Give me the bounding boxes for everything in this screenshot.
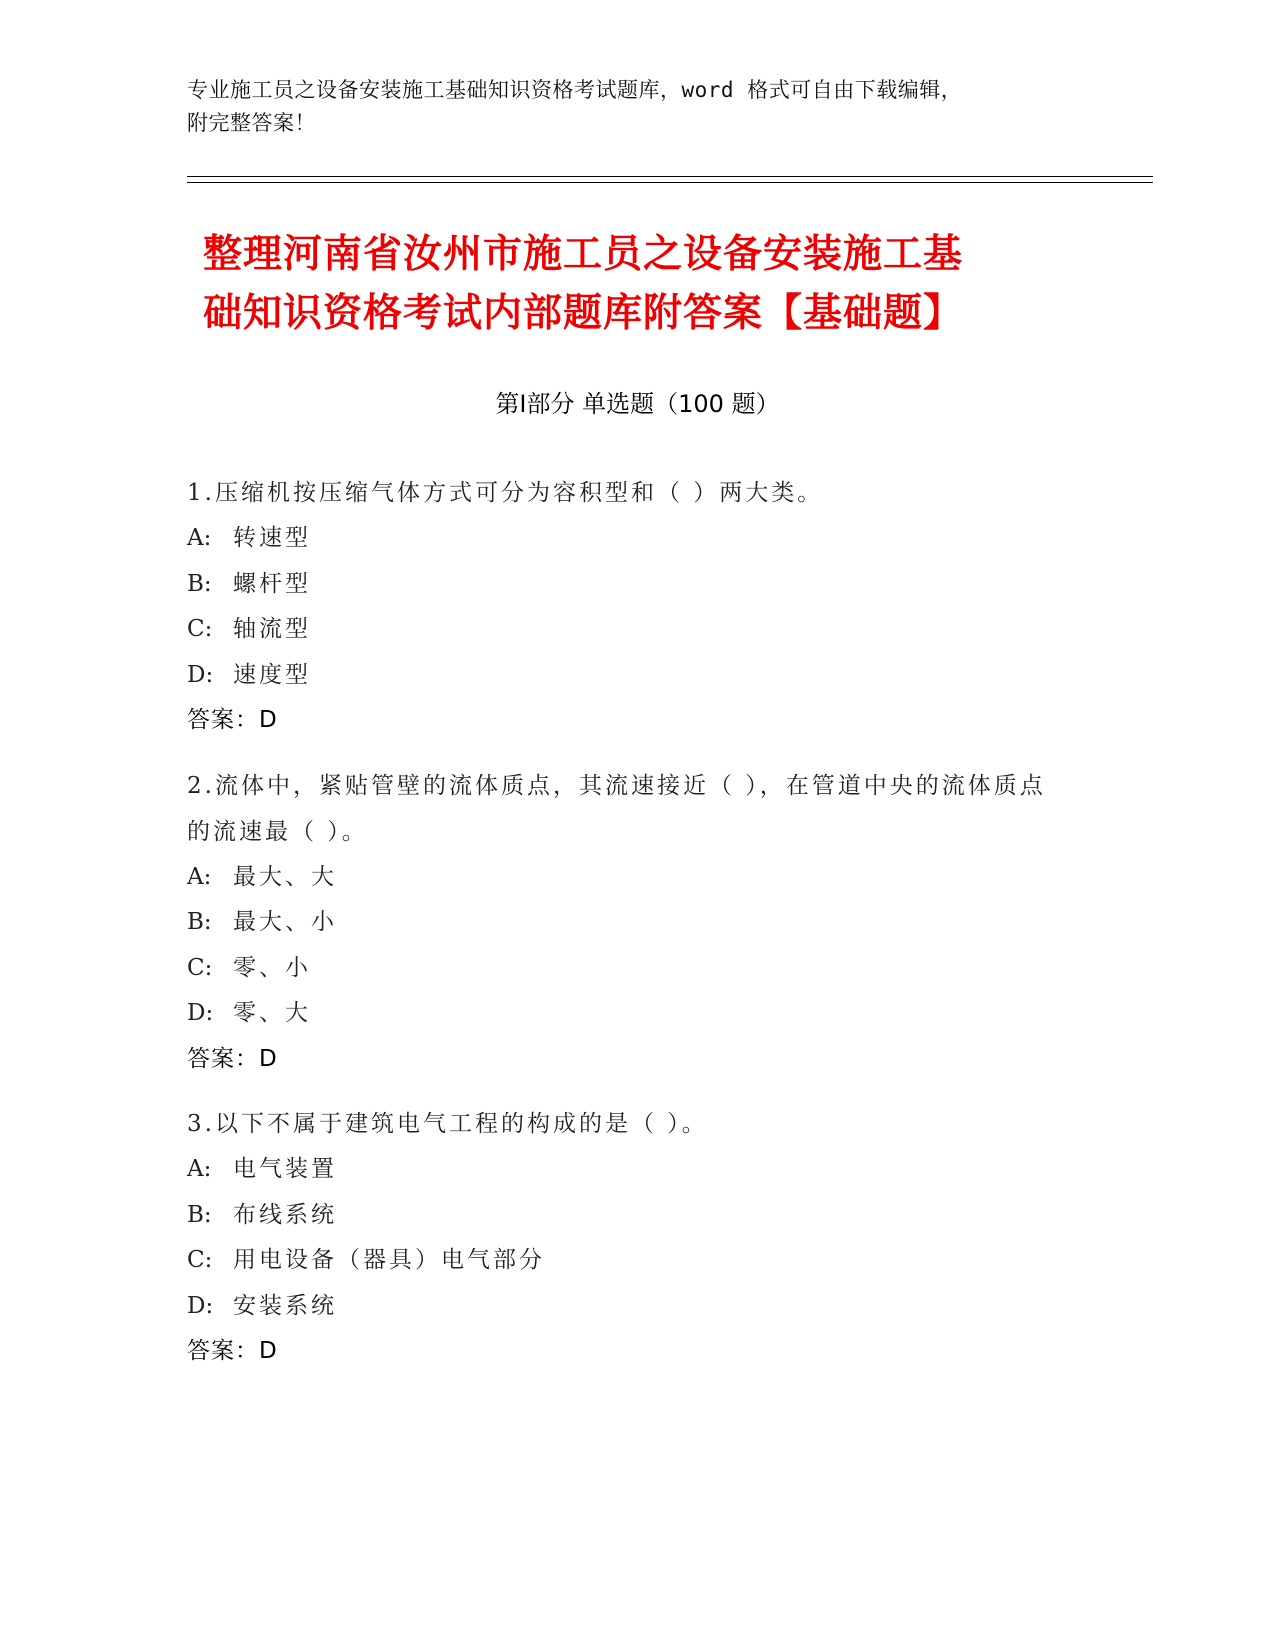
option-letter: D: xyxy=(187,1000,214,1026)
option-text: 转速型 xyxy=(233,525,311,551)
answer xyxy=(187,698,1087,744)
option-letter: A: xyxy=(187,863,212,890)
option-letter: B: xyxy=(187,570,212,597)
option-d xyxy=(187,653,1087,699)
answer xyxy=(187,1329,1087,1375)
header-note-line-2: 附完整答案！ xyxy=(187,111,316,135)
option-letter: A: xyxy=(187,525,212,551)
answer xyxy=(187,1037,1087,1083)
option-letter: D: xyxy=(187,661,214,688)
option-letter: C: xyxy=(187,616,213,642)
header-divider-bottom xyxy=(187,182,1153,183)
option-b xyxy=(187,1193,1087,1239)
option-d xyxy=(187,1284,1087,1330)
option-text: 螺杆型 xyxy=(233,570,311,597)
option-letter: C: xyxy=(187,1247,213,1273)
question-list xyxy=(187,475,1087,1399)
option-text: 零、小 xyxy=(233,954,311,981)
option-text: 安装系统 xyxy=(233,1292,337,1319)
option-text: 零、大 xyxy=(233,1000,311,1026)
header-note xyxy=(187,74,1087,140)
option-d xyxy=(187,991,1087,1037)
option-text: 布线系统 xyxy=(233,1201,337,1228)
answer-label: 答案： xyxy=(187,1338,259,1364)
question-text: 3.以下不属于建筑电气工程的构成的是（ ）。 xyxy=(187,1111,708,1137)
option-a xyxy=(187,1147,1087,1193)
option-text: 速度型 xyxy=(233,661,311,688)
answer-value: D xyxy=(259,707,277,733)
document-title-line-1: 整理河南省汝州市施工员之设备安装施工基 xyxy=(203,232,964,277)
document-title xyxy=(203,225,1103,343)
option-letter: B: xyxy=(187,1201,212,1228)
header-note-line-1: 专业施工员之设备安装施工基础知识资格考试题库，word 格式可自由下载编辑， xyxy=(187,78,963,102)
question-3 xyxy=(187,1101,1087,1375)
question-text: 2.流体中，紧贴管壁的流体质点，其流速接近（ ），在管道中央的流体质点的流速最（ ）。 xyxy=(187,772,1046,845)
question-2 xyxy=(187,763,1087,1083)
option-c xyxy=(187,607,1087,653)
section-heading: 第Ⅰ部分 单选题（100 题） xyxy=(495,390,780,418)
option-text: 最大、小 xyxy=(233,909,337,935)
question-1 xyxy=(187,470,1087,744)
option-c xyxy=(187,1238,1087,1284)
option-letter: D: xyxy=(187,1292,214,1319)
answer-value: D xyxy=(259,1045,277,1072)
option-b xyxy=(187,562,1087,608)
answer-label: 答案： xyxy=(187,707,259,733)
document-title-line-2: 础知识资格考试内部题库附答案【基础题】 xyxy=(203,291,964,336)
option-letter: C: xyxy=(187,954,213,981)
option-b xyxy=(187,900,1087,946)
option-text: 用电设备（器具）电气部分 xyxy=(233,1247,545,1273)
option-text: 电气装置 xyxy=(233,1156,337,1182)
option-text: 轴流型 xyxy=(233,616,311,642)
option-letter: B: xyxy=(187,909,212,935)
option-a xyxy=(187,855,1087,901)
option-a xyxy=(187,516,1087,562)
answer-value: D xyxy=(259,1338,277,1364)
option-letter: A: xyxy=(187,1156,212,1182)
option-c xyxy=(187,946,1087,992)
header-divider-top xyxy=(187,176,1153,177)
option-text: 最大、大 xyxy=(233,863,337,890)
answer-label: 答案： xyxy=(187,1045,259,1072)
question-text: 1.压缩机按压缩气体方式可分为容积型和（ ）两大类。 xyxy=(187,480,824,506)
